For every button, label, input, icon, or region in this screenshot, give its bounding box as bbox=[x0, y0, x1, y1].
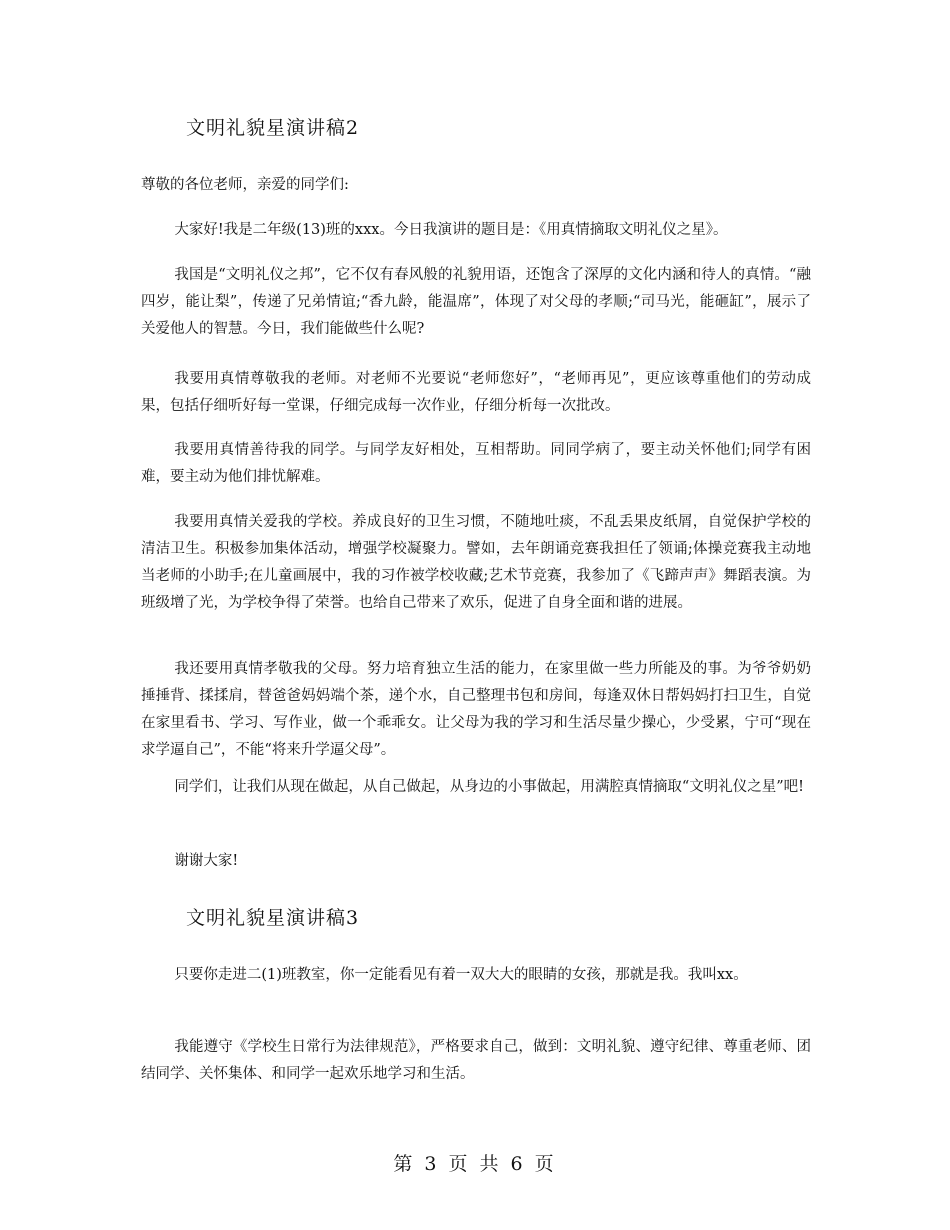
paragraph: 我国是“文明礼仪之邦”，它不仅有春风般的礼貌用语，还饱含了深厚的文化内涵和待人的真情。“融四岁，能让梨”，传递了兄弟情谊;“香九龄，能温席”，体现了对父母的孝顺;“司马光，能砸缸”，展示了关爱他人的智慧。今日，我们能做些什么呢? bbox=[141, 267, 811, 337]
page-footer: 第 3 页 共 6 页 bbox=[393, 1153, 557, 1175]
closing-line: 谢谢大家! bbox=[174, 853, 239, 869]
paragraph: 同学们，让我们从现在做起，从自己做起，从身边的小事做起，用满腔真情摘取“文明礼仪之星”吧! bbox=[174, 779, 804, 795]
section-heading: 文明礼貌星演讲稿3 bbox=[186, 907, 360, 929]
paragraph: 我能遵守《学校生日常行为法律规范》，严格要求自己，做到：文明礼貌、遵守纪律、尊重老师、团结同学、关怀集体、和同学一起欢乐地学习和生活。 bbox=[141, 1039, 811, 1082]
paragraph: 大家好!我是二年级(13)班的xxx。今日我演讲的题目是：《用真情摘取文明礼仪之星》。 bbox=[174, 222, 728, 238]
paragraph: 我要用真情关爱我的学校。养成良好的卫生习惯，不随地吐痰，不乱丢果皮纸屑，自觉保护学校的清洁卫生。积极参加集体活动，增强学校凝聚力。譬如，去年朗诵竞赛我担任了领诵;体操竞赛我主动地当老师的小助手;在儿童画展中，我的习作被学校收藏;艺术节竞赛，我参加了《飞蹄声声》舞蹈表演。为班级增了光，为学校争得了荣誉。也给自己带来了欢乐，促进了自身全面和谐的进展。 bbox=[141, 514, 811, 611]
paragraph: 我还要用真情孝敬我的父母。努力培育独立生活的能力，在家里做一些力所能及的事。为爷爷奶奶捶捶背、揉揉肩，替爸爸妈妈端个茶，递个水，自己整理书包和房间，每逢双休日帮妈妈打扫卫生，自觉在家里看书、学习、写作业，做一个乖乖女。让父母为我的学习和生活尽量少操心，少受累，宁可“现在求学逼自己”，不能“将来升学逼父母”。 bbox=[141, 661, 811, 758]
paragraph: 只要你走进二(1)班教室，你一定能看见有着一双大大的眼睛的女孩，那就是我。我叫xx。 bbox=[174, 967, 748, 983]
paragraph: 我要用真情善待我的同学。与同学友好相处，互相帮助。同同学病了，要主动关怀他们;同学有困难，要主动为他们排忧解难。 bbox=[141, 442, 811, 485]
salutation: 尊敬的各位老师，亲爱的同学们: bbox=[141, 177, 349, 193]
paragraph: 我要用真情尊敬我的老师。对老师不光要说“老师您好”，“老师再见”，更应该尊重他们的劳动成果，包括仔细听好每一堂课，仔细完成每一次作业，仔细分析每一次批改。 bbox=[141, 371, 811, 414]
section-heading: 文明礼貌星演讲稿2 bbox=[186, 117, 360, 139]
